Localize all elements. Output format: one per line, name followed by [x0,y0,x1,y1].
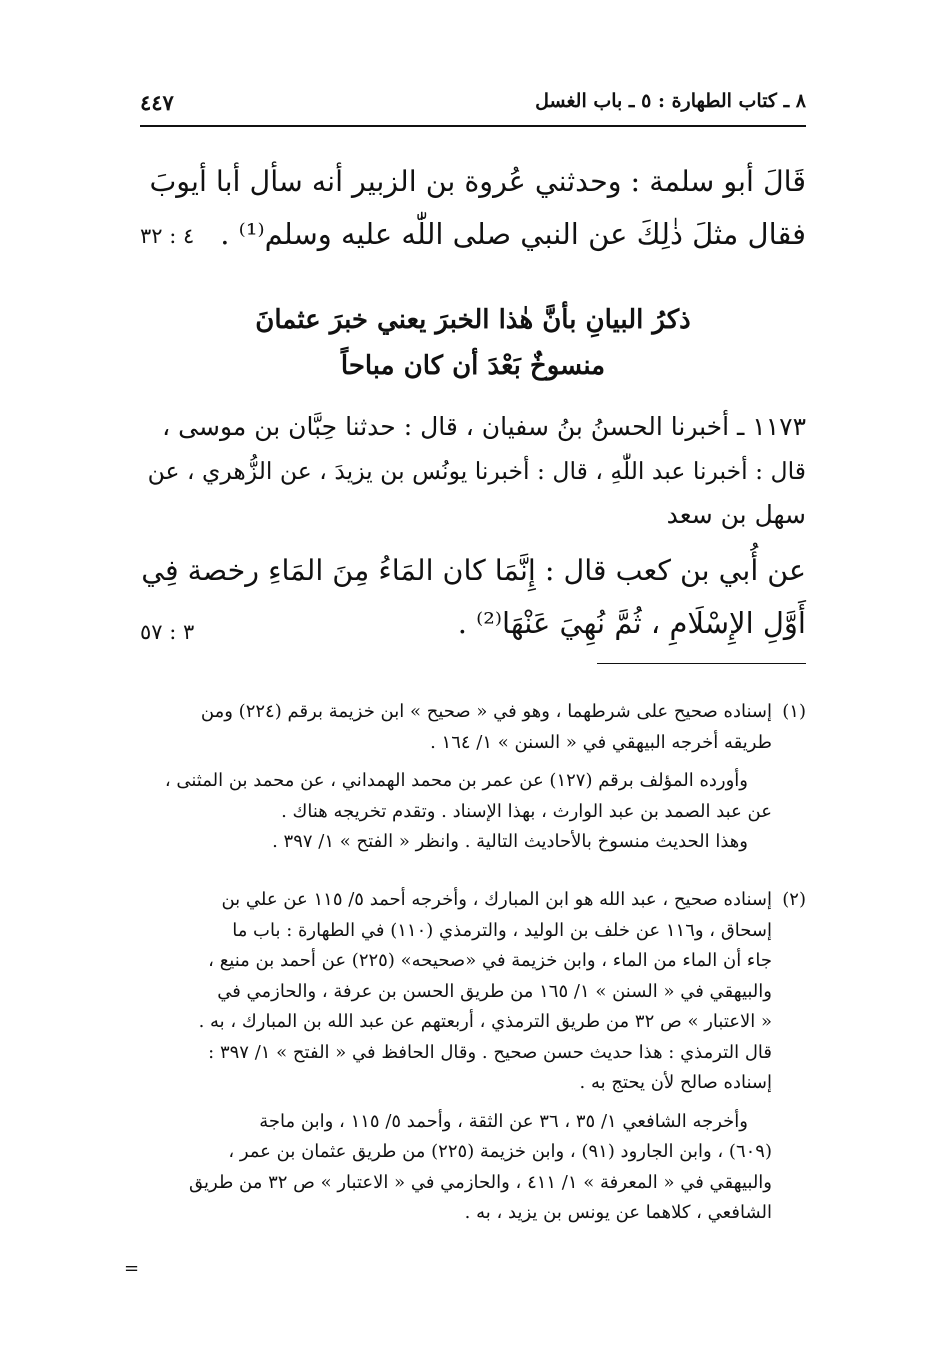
footnote-line: وأخرجه الشافعي ١/ ٣٥ ، ٣٦ عن الثقة ، وأحمد ٥/ ١١٥ ، وابن ماجة [259,1110,748,1132]
footnote-line: والبيهقي في « السنن » ١/ ١٦٥ من طريق الحسن بن عرفة ، والحازمي في [217,980,772,1002]
hadith-matn [140,545,806,649]
footnote-line: « الاعتبار » ص ٣٢ من طريق الترمذي ، أربعتهم عن عبد الله بن المبارك ، به . [198,1011,772,1032]
hadith-text-a [140,156,806,260]
footnote-line: طريقه أخرجه البيهقي في « السنن » ١/ ١٦٤ . [430,731,772,753]
text-line: ١١٧٣ ـ أخبرنا الحسنُ بنُ سفيان ، قال : حدثنا حِبَّان بن موسى ، [162,412,806,441]
footnote-line: قال الترمذي : هذا حديث حسن صحيح . وقال الحافظ في « الفتح » ١/ ٣٩٧ : [208,1041,772,1063]
footnote-line: (٦٠٩) ، وابن الجارود (٩١) ، وابن خزيمة (٢٢٥) من طريق عثمان بن عمر ، [228,1141,772,1162]
text-line: فقال مثلَ ذٰلِكَ عن النبي صلى اللّٰه عليه وسلم⁽¹⁾ . [220,217,806,251]
footnote-label: (٢) [782,889,806,910]
running-title: ٨ ـ كتاب الطهارة : ٥ ـ باب الغسل [535,90,806,112]
text-line: أَوَّلِ الإِسْلَامِ ، ثُمَّ نُهِيَ عَنْهَا⁽²⁾ . [457,606,806,640]
reference-b: ٣ : ٥٧ [140,620,195,644]
text-line: سهل بن سعد [666,500,806,529]
footnote-separator [597,663,806,664]
reference-a: ٤ : ٣٢ [140,224,195,248]
hadith-isnad [140,405,806,537]
footnote-line: عن عبد الصمد بن عبد الوارث ، بهذا الإسناد . وتقدم تخريجه هناك . [281,800,772,822]
footnote-2 [140,885,806,1229]
footnote-1 [140,697,806,858]
footnote-line: جاء أن الماء من الماء ، وابن خزيمة في «صحيحه» (٢٢٥) عن أحمد بن منيع ، [208,950,772,971]
footnote-label: (١) [782,701,806,722]
footnote-line: إسناده صحيح على شرطهما ، وهو في « صحيح » ابن خزيمة برقم (٢٢٤) ومن [200,701,772,722]
heading-line: ذكرُ البيانِ بأنَّ هٰذا الخبرَ يعني خبرَ عثمانَ [255,305,691,335]
footnote-line: وهذا الحديث منسوخ بالأحاديث التالية . وانظر « الفتح » ١/ ٣٩٧ . [272,831,748,852]
footnote-line: إسناده صالح لأن يحتج به . [579,1072,772,1093]
text-line: عن أُبي بن كعب قال : إِنَّمَا كان المَاءُ مِنَ المَاءِ رخصة فِي [141,554,806,587]
continuation-mark: = [124,1258,140,1279]
header-rule [140,125,806,127]
footnote-line: الشافعي ، كلاهما عن يونس بن يزيد ، به . [464,1202,772,1223]
heading-line: منسوخٌ بَعْدَ أن كان مباحاً [340,351,606,381]
chapter-heading [140,297,806,389]
footnote-line: إسحاق ، و١١٦ عن خلف بن الوليد ، والترمذي (١١٠) في الطهارة : باب ما [232,919,772,941]
footnote-line: إسناده صحيح ، عبد الله هو ابن المبارك ، وأخرجه أحمد ٥/ ١١٥ عن علي بن [221,889,772,910]
page-number: ٤٤٧ [140,90,174,115]
text-line: قال : أخبرنا عبد اللّٰهِ ، قال : أخبرنا يونُس بن يزيدَ ، عن الزُّهري ، عن [147,457,806,485]
page-header [140,86,806,126]
footnote-line: والبيهقي في « المعرفة » ١/ ٤١١ ، والحازمي في « الاعتبار » ص ٣٢ من طريق [188,1171,772,1193]
footnote-line: وأورده المؤلف برقم (١٢٧) عن عمر بن محمد الهمداني ، عن محمد بن المثنى ، [164,770,748,791]
text-line: قَالَ أبو سلمة : وحدثني عُروة بن الزبير أنه سأل أبا أيوبَ [149,165,806,198]
